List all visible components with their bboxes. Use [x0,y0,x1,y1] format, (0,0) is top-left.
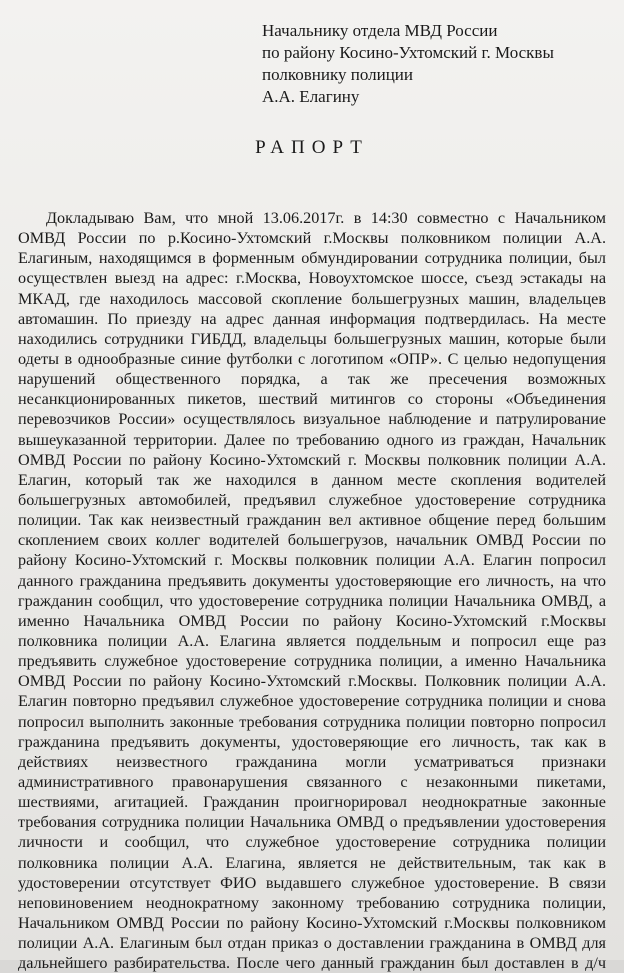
body-line: ОМВД России по району Косино-Ухтомский г. Москвы полковник полиции А.А. [18,450,606,469]
addressee-line: А.А. Елагину [262,87,360,106]
body-line: ОМВД России по р.Косино-Ухтомский г.Москвы полковником полиции А.А. [18,229,606,248]
body-line: большегрузных автомобилей, предъявил служебное удостоверение сотрудника [18,490,606,509]
body-line: району Косино-Ухтомский г. Москвы полковник полиции А.А. Елагин попросил [18,551,606,570]
body-line: попросил выполнить законные требования сотрудника полиции повторно попросил [18,712,606,731]
body-line: нарушений общественного порядка, а так же пресечения возможных [18,370,606,389]
addressee-line: Начальнику отдела МВД России [262,21,498,40]
body-line: удостоверении отсутствует ФИО выдавшего служебное удостоверение. В связи [18,873,606,892]
body-line: Елагин, который так же находился в данном месте скопления водителей [18,470,606,489]
body-line: Елагиным, находящимся в форменным обмундировании сотрудника полиции, был [18,249,606,268]
body-line: полковника полиции А.А. Елагина является поддельным и попросил еще раз [18,631,606,650]
body-line: данного гражданина предъявить документы удостоверяющие его личность, на что [18,571,606,590]
body-line: скоплением своих коллег водителей большегрузов, начальник ОМВД России по [18,531,606,550]
body-line: МКАД, где находилось массовой скопление большегрузных машин, владельцев [18,289,606,308]
body-line: административного правонарушения связанного с незаконными пикетами, [18,772,606,791]
body-line: перевозчиков России» осуществлялось визуальное наблюдение и патрулирование [18,410,606,429]
body-line: одеты в однообразные синие футболки с логотипом «ОПР». С целью недопущения [18,349,606,368]
addressee-line: полковнику полиции [262,65,413,84]
body-line: находились сотрудники ГИБДД, владельцы большегрузных машин, которые были [18,329,606,348]
addressee-line: по району Косино-Ухтомский г. Москвы [262,43,554,62]
body-line: неповиновением неоднократному законному требованию сотрудника полиции, [18,893,606,912]
addressee-block [262,20,612,108]
report-body [18,208,606,973]
body-line: несанкционированных пикетов, шествий митингов со стороны «Объединения [18,390,606,409]
body-line: полиции. Так как неизвестный гражданин вел активное общение перед большим [18,511,606,530]
body-line: предъявить служебное удостоверение сотрудника полиции, а именно Начальника [18,652,606,671]
body-line: ОМВД России по району Косино-Ухтомский г.Москвы. Полковник полиции А.А. [18,672,606,691]
body-line: личности и сообщил, что служебное удостоверение сотрудника полиции [18,833,606,852]
body-line: действиях неизвестного гражданина могли усматриваться признаки [18,752,606,771]
body-line: Начальником ОМВД России по району Косино-Ухтомский г.Москвы полковником [18,913,606,932]
body-line: гражданина предъявить документы, удостоверяющие его личность, так как в [18,732,606,751]
body-line: полковника полиции А.А. Елагина, является не действительным, так как в [18,853,606,872]
body-line: вышеуказанной территории. Далее по требованию одного из граждан, Начальник [18,430,606,449]
body-line: гражданин сообщил, что удостоверение сотрудника полиции Начальника ОМВД, а [18,591,606,610]
body-line: Докладываю Вам, что мной 13.06.2017г. в 14:30 совместно с Начальником [46,209,606,227]
body-line: дальнейшего разбирательства. После чего данный гражданин был доставлен в д/ч [18,954,606,973]
body-line: требования сотрудника полиции Начальника ОМВД о предъявлении удостоверения [18,813,606,832]
body-line: полиции А.А. Елагиным был отдан приказ о доставлении гражданина в ОМВД для [18,934,606,953]
body-line: именно Начальника ОМВД России по району Косино-Ухтомский г.Москвы [18,611,606,630]
body-line: Елагин повторно предъявил служебное удостоверение сотрудника полиции и снова [18,692,606,711]
body-line: осуществлен выезд на адрес: г.Москва, Новоухтомское шоссе, съезд эстакады на [18,269,606,288]
body-line: шествиями, агитацией. Гражданин проигнорировал неоднократные законные [18,793,606,812]
body-line: автомашин. По приезду на адрес данная информация подтвердилась. На месте [18,309,606,328]
document-title: РАПОРТ [255,137,369,158]
